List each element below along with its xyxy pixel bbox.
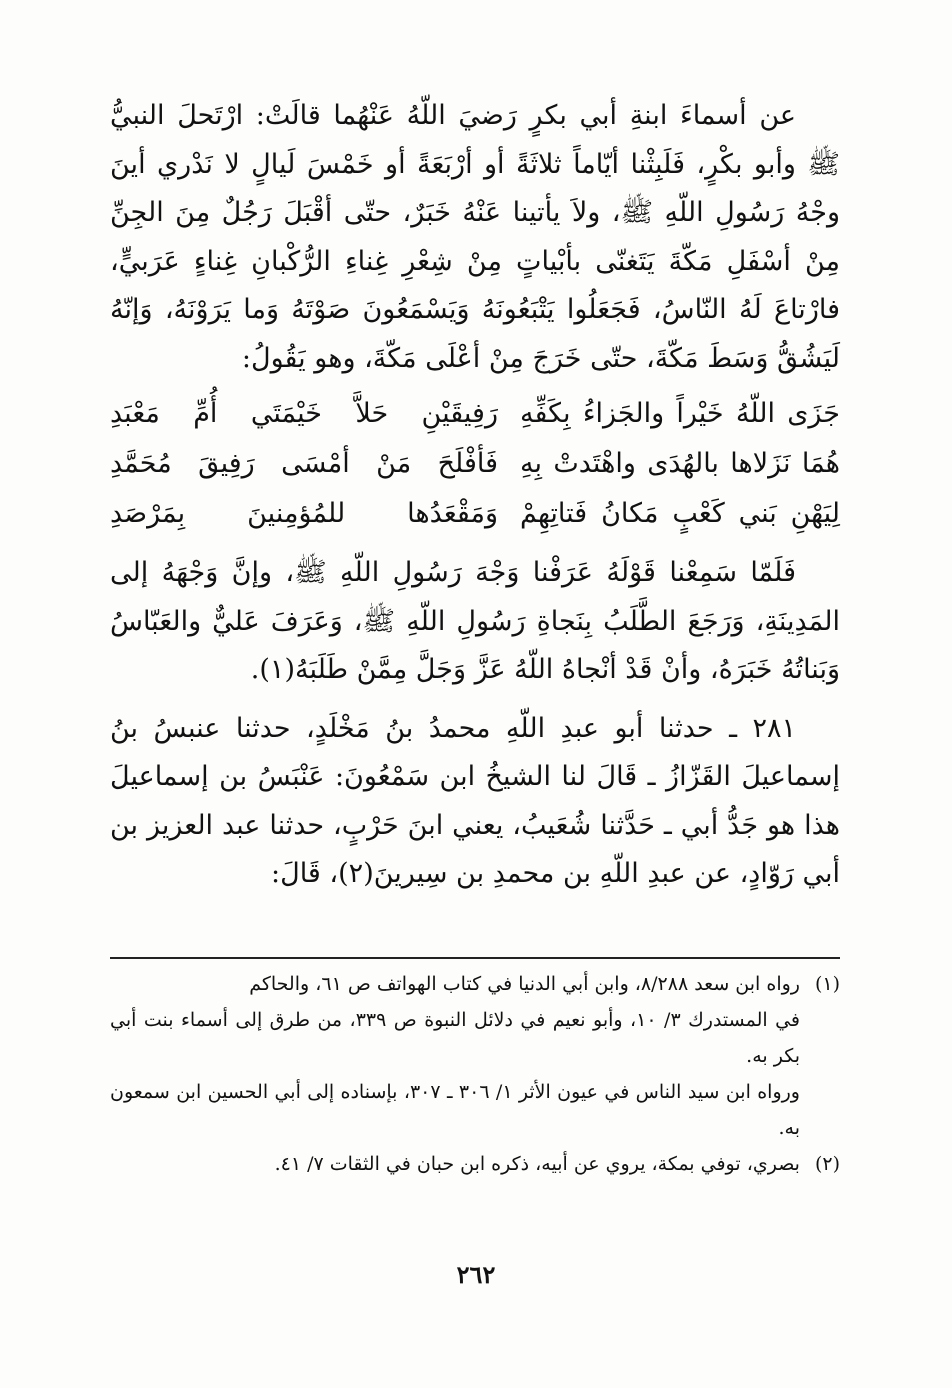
verse-second-hemistich: فَأفْلَحَ مَنْ أمْسَى رَفِيقَ مُحَمَّدِ [110, 448, 498, 479]
footnote-number: (١) [814, 973, 840, 995]
verse-first-hemistich: جَزَى اللّهُ خَيْراً والجَزاءُ بِكَفِّهِ [520, 398, 840, 429]
verse-second-hemistich: رَفِيقَيْنِ حَلاَّ خَيْمَتَي أُمِّ مَعْبَدِ [110, 398, 498, 429]
verse-second-hemistich: وَمَقْعَدُها للمُؤمِنينَ بِمَرْصَدِ [110, 498, 498, 529]
page-number: ٢٦٢ [456, 1260, 496, 1289]
poem-verse [110, 389, 840, 439]
footnote-additional-source: ورواه ابن سيد الناس في عيون الأثر ١/ ٣٠٦ ـ ٣٠٧، بإسناده إلى أبي الحسين ابن سمعون به. [110, 1081, 800, 1139]
footnote-continuation: في المستدرك ٣/ ١٠، وأبو نعيم في دلائل النبوة ص ٣٣٩، من طرق إلى أسماء بنت أبي بكر به. [110, 1009, 801, 1067]
verse-first-hemistich: هُمَا نَزَلاها بالهُدَى واهْتَدتْ بِهِ [520, 448, 840, 479]
footnote-text: بصري، توفي بمكة، يروي عن أبيه، ذكره ابن حبان في الثقات ٧/ ٤١. [274, 1153, 800, 1175]
footnote-separator [110, 957, 840, 959]
hadith-281-paragraph: ٢٨١ ـ حدثنا أبو عبدِ اللّهِ محمدُ بنُ مَخْلَدٍ، حدثنا عنبسُ بنُ إسماعيلَ القَزّازُ ـ قَالَ لنا الشيخُ ابن سَمْعُونَ: عَنْبَسُ بن إسماعيلَ هذا هو جَدُّ أبي ـ حَدَّثنا شُعَيبُ، يعني ابنَ حَرْبٍ، حدثنا عبد العزيز بن أبي رَوّادٍ، عن عبدِ اللّهِ بن محمدِ بن سِيرينَ(٢)، قَالَ: [110, 712, 840, 889]
footnote-2 [110, 1146, 840, 1182]
footnote-text: رواه ابن سعد ٨/٢٨٨، وابن أبي الدنيا في كتاب الهواتف ص ٦١، والحاكم [249, 973, 800, 995]
footnote-1 [110, 966, 840, 1146]
poem [110, 389, 840, 539]
opening-paragraph: عن أسماءَ ابنةِ أبي بكرٍ رَضيَ اللّهُ عَنْهُما قالَتْ: ارْتَحلَ النبيُّ ﷺ وأبو بكْرٍ، فَلَبِثْنا أيّاماً ثلاثَةً أو أرْبَعَةً أو خَمْسَ لَيالٍ لا نَدْري أينَ وجْهُ رَسُولِ اللّهِ ﷺ، ولاَ يأتينا عَنْهُ خَبَرٌ، حتّى أقْبَلَ رَجُلٌ مِنَ الجِنِّ مِنْ أسْفَلِ مَكّةَ يَتَغنّى بأبْياتٍ مِنْ شِعْرِ غِناءِ الرُّكْبانِ غِناءٍ عَرَبيٍّ، فارْتاعَ لَهُ النّاسُ، فَجَعَلُوا يَتْبَعُونَهُ وَيَسْمَعُونَ صَوْتَهُ وَما يَرَوْنَهُ، وَإنّهُ لَيَشُقُّ وَسَطَ مَكّةَ، حتّى خَرَجَ مِنْ أعْلَى مَكّةَ، وهو يَقُولُ: [110, 100, 840, 374]
footnote-number: (٢) [814, 1153, 840, 1175]
footnotes [110, 966, 840, 1182]
poem-verse [110, 439, 840, 489]
poem-verse [110, 489, 840, 539]
post-poem-paragraph: فَلَمّا سَمِعْنا قَوْلَهُ عَرَفْنا وَجْهَ رَسُولِ اللّهِ ﷺ، وإنَّ وَجْهَهُ إلى المَدِينَةِ، وَرَجَعَ الطَّلَبُ بِنَجاةِ رَسُولِ اللّهِ ﷺ، وَعَرَفَ عَليٌّ والعَبّاسُ وَبَناتُهُ خَبَرَهُ، وأنْ قَدْ أنْجاهُ اللّهُ عَزَّ وَجَلَّ مِمَّنْ طَلَبَهُ(١). [110, 557, 840, 685]
verse-first-hemistich: لِيَهْنِ بَني كَعْبٍ مَكانُ فَتاتِهِمْ [520, 498, 840, 529]
